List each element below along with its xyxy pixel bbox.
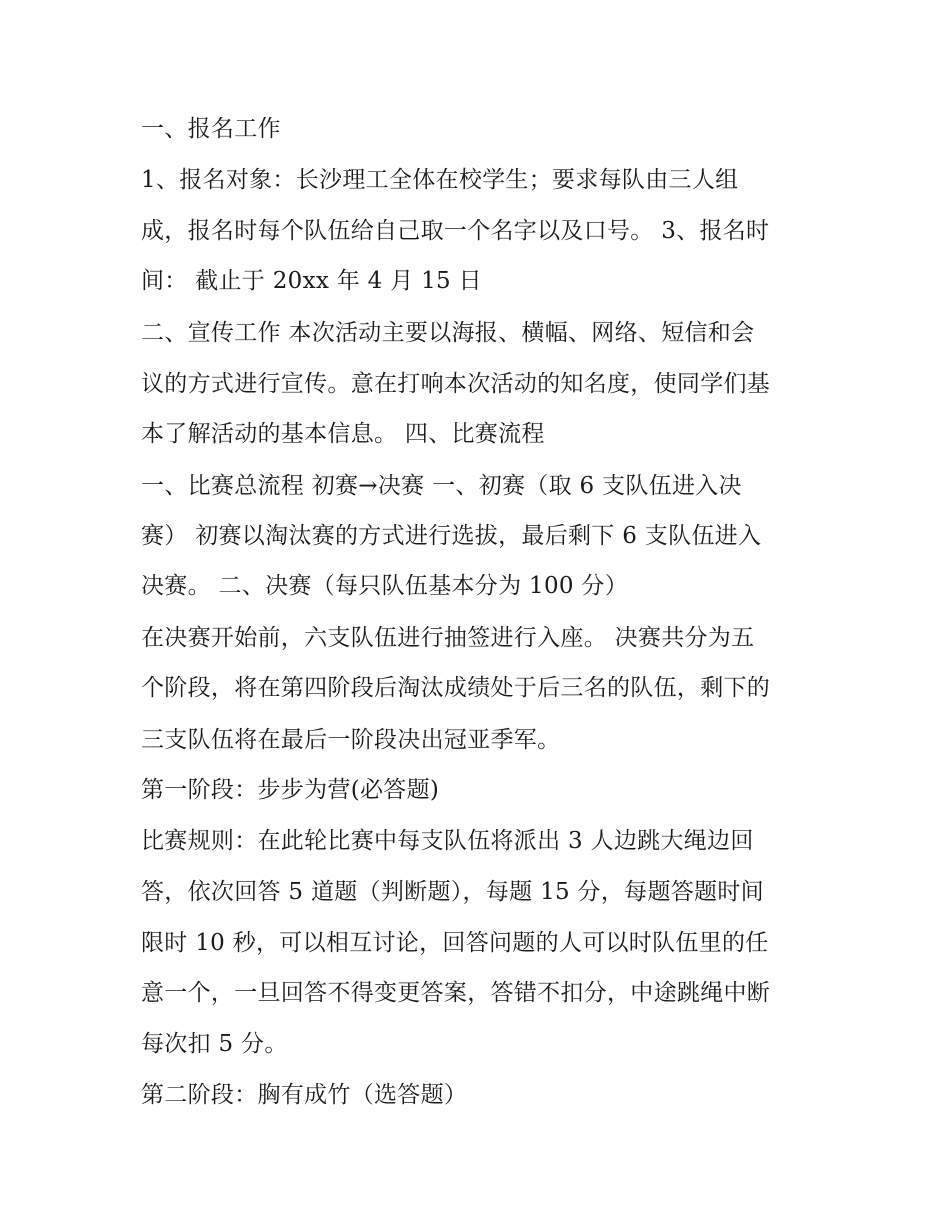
text-line-19: 每次扣 5 分。 bbox=[141, 1031, 288, 1057]
text-line-3: 成，报名时每个队伍给自己取一个名字以及口号。 3、报名时 bbox=[141, 218, 770, 244]
text-line-20: 第二阶段：胸有成竹（选答题） bbox=[141, 1082, 468, 1108]
text-line-9: 赛） 初赛以淘汰赛的方式进行选拔，最后剩下 6 支队伍进入 bbox=[141, 523, 762, 549]
text-line-14: 第一阶段：步步为营(必答题) bbox=[141, 777, 440, 803]
text-line-8: 一、比赛总流程 初赛→决赛 一、初赛（取 6 支队伍进入决 bbox=[141, 473, 742, 499]
text-line-12: 个阶段，将在第四阶段后淘汰成绩处于后三名的队伍，剩下的 bbox=[141, 675, 771, 701]
text-line-16: 答，依次回答 5 道题（判断题），每题 15 分，每题答题时间 bbox=[141, 879, 764, 905]
text-line-15: 比赛规则：在此轮比赛中每支队伍将派出 3 人边跳大绳边回 bbox=[141, 828, 754, 854]
text-line-7: 本了解活动的基本信息。 四、比赛流程 bbox=[141, 421, 545, 447]
text-line-18: 意一个，一旦回答不得变更答案，答错不扣分，中途跳绳中断 bbox=[141, 980, 771, 1006]
text-line-4: 间： 截止于 20xx 年 4 月 15 日 bbox=[141, 268, 482, 294]
text-line-13: 三支队伍将在最后一阶段决出冠亚季军。 bbox=[141, 727, 561, 753]
text-line-1: 一、报名工作 bbox=[141, 116, 281, 142]
text-line-6: 议的方式进行宣传。意在打响本次活动的知名度，使同学们基 bbox=[141, 371, 771, 397]
text-line-5: 二、宣传工作 本次活动主要以海报、横幅、网络、短信和会 bbox=[141, 320, 755, 346]
text-line-2: 1、报名对象：长沙理工全体在校学生；要求每队由三人组 bbox=[141, 167, 739, 193]
text-line-10: 决赛。 二、决赛（每只队伍基本分为 100 分） bbox=[141, 573, 629, 599]
text-line-17: 限时 10 秒，可以相互讨论，回答问题的人可以时队伍里的任 bbox=[141, 930, 769, 956]
text-line-11: 在决赛开始前，六支队伍进行抽签进行入座。 决赛共分为五 bbox=[141, 625, 755, 651]
